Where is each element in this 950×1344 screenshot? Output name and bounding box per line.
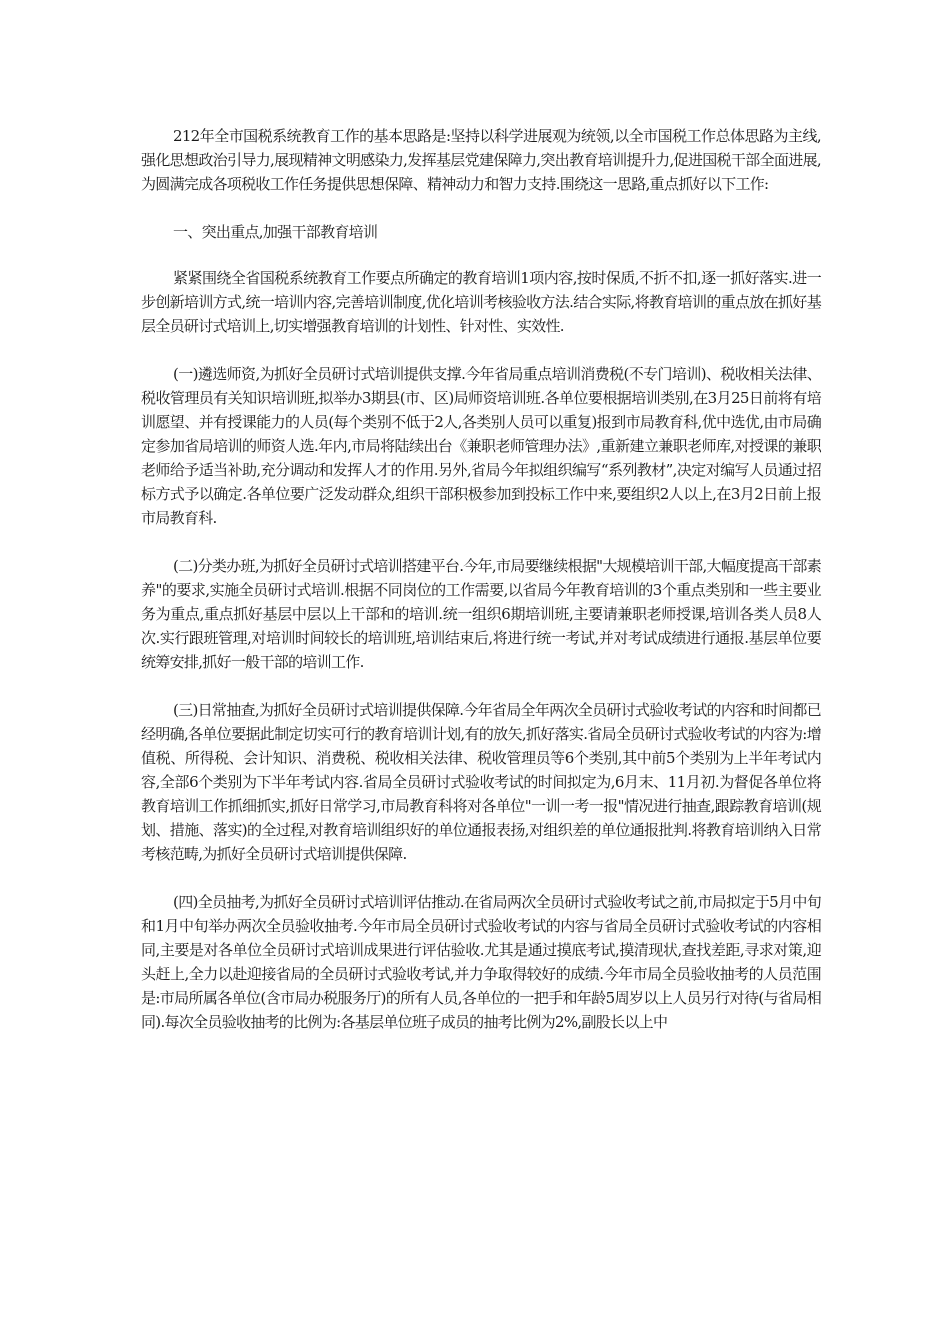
- item-3-paragraph: (三)日常抽查,为抓好全员研讨式培训提供保障.今年省局全年两次全员研讨式验收考试的内容和时间都已经明确,各单位要据此制定切实可行的教育培训计划,有的放矢,抓好落实.省局全员研讨式验收考试的内容为:增值税、所得税、会计知识、消费税、税收相关法律、税收管理员等6个类别,其中前5个类别为上半年考试内容,全部6个类别为下半年考试内容.省局全员研讨式验收考试的时间拟定为,6月末、11月初.为督促各单位将教育培训工作抓细抓实,抓好日常学习,市局教育科将对各单位"一训一考一报"情况进行抽查,跟踪教育培训(规划、措施、落实)的全过程,对教育培训组织好的单位通报表扬,对组织差的单位通报批判.将教育培训纳入日常考核范畴,为抓好全员研讨式培训提供保障.: [141, 701, 821, 863]
- section-heading: 一、突出重点,加强干部教育培训: [173, 223, 378, 241]
- item-1-paragraph: (一)遴选师资,为抓好全员研讨式培训提供支撑.今年省局重点培训消费税(不专门培训)、税收相关法律、税收管理员有关知识培训班,拟举办3期县(市、区)局师资培训班.各单位要根据培训类别,在3月25日前将有培训愿望、并有授课能力的人员(每个类别不低于2人,各类别人员可以重复)报到市局教育科,优中选优,由市局确定参加省局培训的师资人选.年内,市局将陆续出台《兼职老师管理办法》,重新建立兼职老师库,对授课的兼职老师给予适当补助,充分调动和发挥人才的作用.另外,省局今年拟组织编写“系列教材”,决定对编写人员通过招标方式予以确定.各单位要广泛发动群众,组织干部积极参加到投标工作中来,要组织2人以上,在3月2日前上报市局教育科.: [141, 365, 821, 527]
- intro-paragraph: 212年全市国税系统教育工作的基本思路是:坚持以科学进展观为统领,以全市国税工作总体思路为主线,强化思想政治引导力,展现精神文明感染力,发挥基层党建保障力,突出教育培训提升力,促进国税干部全面进展,为圆满完成各项税收工作任务提供思想保障、精神动力和智力支持.围绕这一思路,重点抓好以下工作:: [141, 127, 821, 193]
- document-body: [141, 124, 821, 1056]
- item-4-paragraph: (四)全员抽考,为抓好全员研讨式培训评估推动.在省局两次全员研讨式验收考试之前,市局拟定于5月中旬和1月中旬举办两次全员验收抽考.今年市局全员研讨式验收考试的内容与省局全员研讨式验收考试的内容相同,主要是对各单位全员研讨式培训成果进行评估验收.尤其是通过摸底考试,摸清现状,查找差距,寻求对策,迎头赶上,全力以赴迎接省局的全员研讨式验收考试,并力争取得较好的成绩.今年市局全员验收抽考的人员范围是:市局所属各单位(含市局办税服务厅)的所有人员,各单位的一把手和年龄5周岁以上人员另行对待(与省局相同).每次全员验收抽考的比例为:各基层单位班子成员的抽考比例为2%,副股长以上中: [141, 893, 821, 1031]
- item-2-paragraph: (二)分类办班,为抓好全员研讨式培训搭建平台.今年,市局要继续根据"大规模培训干部,大幅度提高干部素养"的要求,实施全员研讨式培训.根据不同岗位的工作需要,以省局今年教育培训的3个重点类别和一些主要业务为重点,重点抓好基层中层以上干部和的培训.统一组织6期培训班,主要请兼职老师授课,培训各类人员8人次.实行跟班管理,对培训时间较长的培训班,培训结束后,将进行统一考试,并对考试成绩进行通报.基层单位要统筹安排,抓好一般干部的培训工作.: [141, 557, 821, 671]
- section-intro-paragraph: 紧紧围绕全省国税系统教育工作要点所确定的教育培训1项内容,按时保质,不折不扣,逐一抓好落实.进一步创新培训方式,统一培训内容,完善培训制度,优化培训考核验收方法.结合实际,将教育培训的重点放在抓好基层全员研讨式培训上,切实增强教育培训的计划性、针对性、实效性.: [141, 269, 821, 335]
